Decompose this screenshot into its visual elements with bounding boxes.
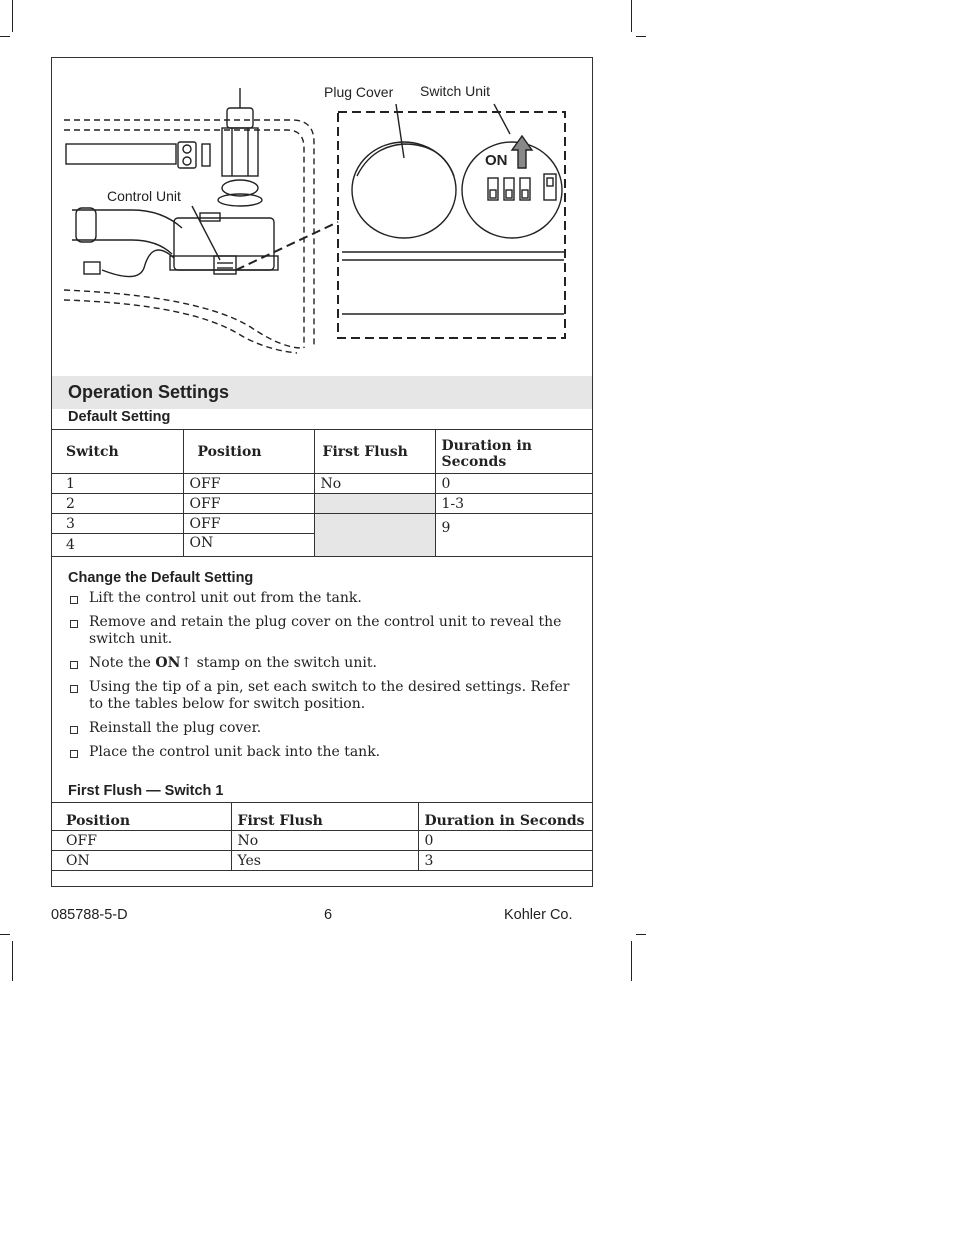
crop-mark	[0, 36, 10, 37]
instruction-list	[68, 590, 578, 768]
switch-cell: 4	[52, 534, 183, 557]
table-row	[52, 494, 592, 514]
control-unit-drawing	[52, 58, 592, 376]
column-header: First Flush	[231, 803, 418, 831]
position-cell: ON	[183, 534, 314, 557]
first-flush-cell	[314, 514, 435, 557]
step-text: Place the control unit back into the tank.	[89, 744, 381, 760]
crop-mark	[12, 941, 13, 981]
on-stamp-label: ON	[485, 152, 508, 169]
first-flush-cell: Yes	[231, 851, 418, 871]
checkbox-icon	[70, 750, 78, 758]
checkbox-icon	[70, 661, 78, 669]
checkbox-icon	[70, 620, 78, 628]
crop-mark	[12, 0, 13, 32]
section-title: Operation Settings	[68, 382, 230, 402]
list-item	[68, 614, 578, 648]
switch-cell: 3	[52, 514, 183, 534]
first-flush-cell: No	[314, 474, 435, 494]
switch-cell: 1	[52, 474, 183, 494]
crop-mark	[0, 934, 10, 935]
table-row	[52, 514, 592, 534]
checkbox-icon	[70, 726, 78, 734]
first-flush-cell	[314, 494, 435, 514]
switch-cell: 2	[52, 494, 183, 514]
company-name: Kohler Co.	[504, 907, 573, 923]
step-text: Lift the control unit out from the tank.	[89, 590, 362, 606]
position-cell: OFF	[183, 494, 314, 514]
up-arrow-icon: ↑	[180, 655, 193, 671]
table-row	[52, 851, 592, 871]
column-header: Duration in Seconds	[418, 803, 592, 831]
checkbox-icon	[70, 685, 78, 693]
first-flush-table	[52, 802, 592, 871]
duration-cell: 0	[435, 474, 592, 494]
position-cell: ON	[52, 851, 231, 871]
page-number: 6	[324, 907, 333, 923]
column-header: Position	[52, 803, 231, 831]
default-setting-table	[52, 429, 592, 557]
table-header-row	[52, 803, 592, 831]
column-header: First Flush	[314, 430, 435, 474]
crop-mark	[636, 934, 646, 935]
step-text: Remove and retain the plug cover on the control unit to reveal the switch unit.	[89, 614, 562, 647]
list-item	[68, 720, 578, 737]
list-item	[68, 590, 578, 607]
position-cell: OFF	[52, 831, 231, 851]
control-unit-label: Control Unit	[107, 188, 181, 204]
duration-cell: 9	[435, 514, 592, 557]
duration-cell: 3	[418, 851, 592, 871]
list-item	[68, 744, 578, 761]
list-item	[68, 655, 578, 672]
change-default-heading: Change the Default Setting	[68, 570, 254, 586]
table-header-row	[52, 430, 592, 474]
default-setting-heading: Default Setting	[68, 409, 171, 425]
crop-mark	[636, 36, 646, 37]
column-header: Duration in Seconds	[435, 430, 592, 474]
column-header: Position	[183, 430, 314, 474]
step-text-before: Note the	[89, 655, 156, 671]
duration-cell: 1-3	[435, 494, 592, 514]
first-flush-heading: First Flush — Switch 1	[68, 783, 224, 799]
control-unit-illustration	[52, 58, 592, 376]
crop-mark	[631, 941, 632, 981]
checkbox-icon	[70, 596, 78, 604]
position-cell: OFF	[183, 474, 314, 494]
step-text: Reinstall the plug cover.	[89, 720, 262, 736]
doc-number: 085788-5-D	[51, 907, 128, 923]
first-flush-cell: No	[231, 831, 418, 851]
crop-mark	[631, 0, 632, 32]
duration-cell: 0	[418, 831, 592, 851]
table-row	[52, 474, 592, 494]
on-stamp-text: ON	[155, 655, 181, 671]
position-cell: OFF	[183, 514, 314, 534]
operation-settings-panel	[51, 57, 593, 887]
table-row	[52, 831, 592, 851]
plug-cover-label: Plug Cover	[324, 84, 394, 100]
column-header: Switch	[52, 430, 183, 474]
switch-unit-label: Switch Unit	[420, 83, 491, 99]
list-item	[68, 679, 578, 713]
step-text-after: stamp on the switch unit.	[192, 655, 377, 671]
step-text: Using the tip of a pin, set each switch to the desired settings. Refer to the tables below for switch position.	[89, 679, 570, 712]
